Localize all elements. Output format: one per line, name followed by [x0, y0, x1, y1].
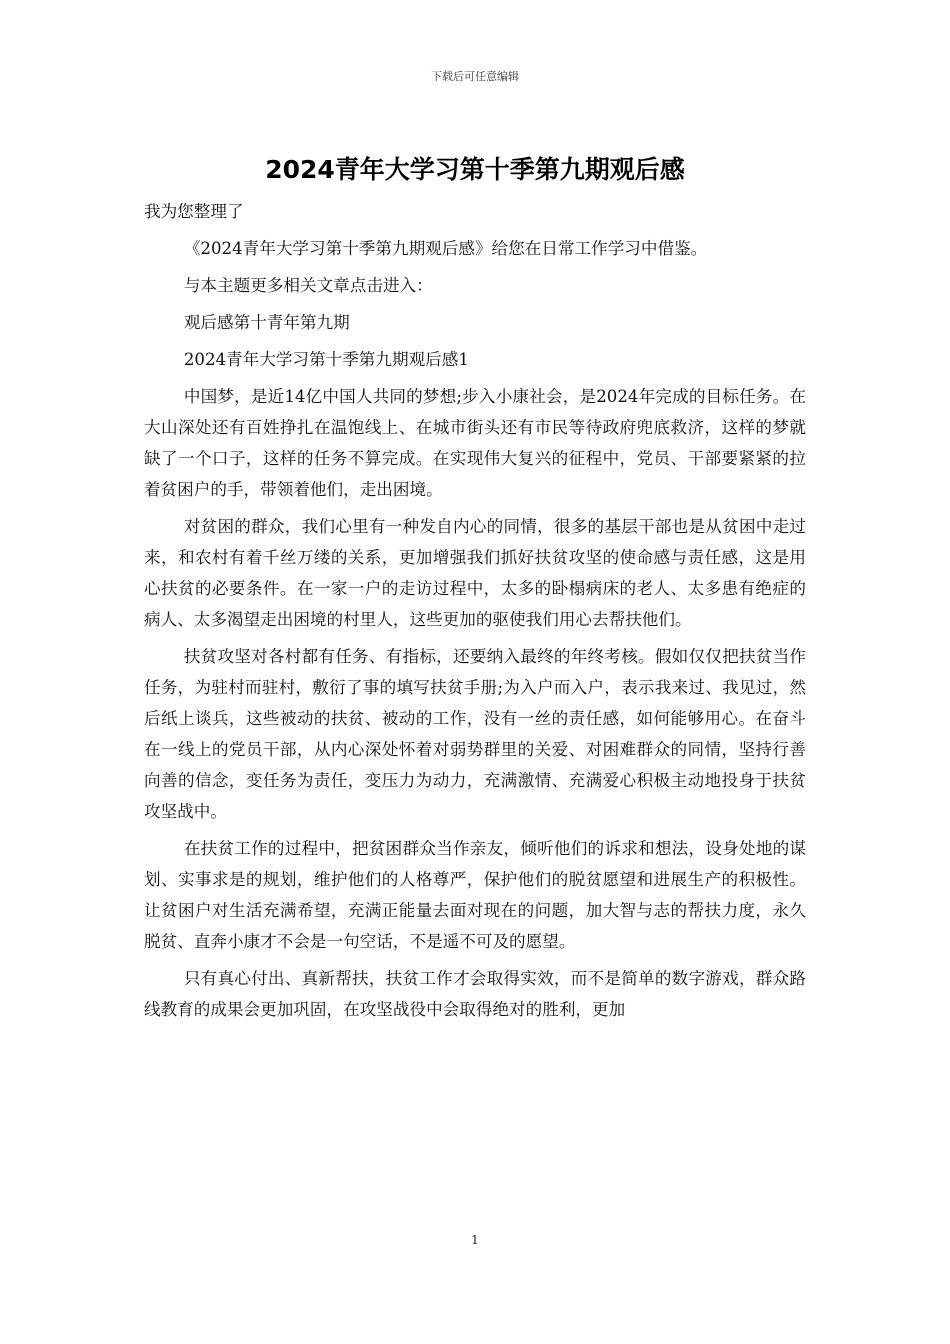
intro-line-2: 《2024青年大学习第十季第九期观后感》给您在日常工作学习中借鉴。 — [183, 239, 708, 258]
page-number: 1 — [471, 1233, 479, 1247]
document-body — [144, 196, 806, 1031]
document-title: 2024青年大学习第十季第九期观后感 — [265, 155, 685, 184]
paragraph-2: 对贫困的群众，我们心里有一种发自内心的同情，很多的基层干部也是从贫困中走过来，和农村有着千丝万缕的关系，更加增强我们抓好扶贫攻坚的使命感与责任感，这是用心扶贫的必要条件。在一家一户的走访过程中，太多的卧榻病床的老人、太多患有绝症的病人、太多渴望走出困境的村里人，这些更加的驱使我们用心去帮扶他们。 — [144, 517, 806, 629]
paragraph-1: 中国梦，是近14亿中国人共同的梦想;步入小康社会，是2024年完成的目标任务。在大山深处还有百姓挣扎在温饱线上、在城市街头还有市民等待政府兜底救济，这样的梦就缺了一个口子，这样的任务不算完成。在实现伟大复兴的征程中，党员、干部要紧紧的拉着贫困户的手，带领着他们，走出困境。 — [144, 387, 806, 499]
section-heading: 2024青年大学习第十季第九期观后感1 — [183, 350, 469, 369]
related-link[interactable]: 观后感第十青年第九期 — [183, 313, 350, 332]
paragraph-3: 扶贫攻坚对各村都有任务、有指标，还要纳入最终的年终考核。假如仅仅把扶贫当作任务，为驻村而驻村，敷衍了事的填写扶贫手册;为入户而入户，表示我来过、我见过，然后纸上谈兵，这些被动的扶贫、被动的工作，没有一丝的责任感，如何能够用心。在奋斗在一线上的党员干部，从内心深处怀着对弱势群里的关爱、对困难群众的同情，坚持行善向善的信念，变任务为责任，变压力为动力，充满激情、充满爱心积极主动地投身于扶贫攻坚战中。 — [144, 647, 806, 821]
intro-line-1: 我为您整理了 — [144, 202, 244, 221]
intro-line-3: 与本主题更多相关文章点击进入： — [183, 276, 433, 295]
header-note: 下载后可任意编辑 — [431, 70, 519, 83]
paragraph-4: 在扶贫工作的过程中，把贫困群众当作亲友，倾听他们的诉求和想法，设身处地的谋划、实事求是的规划，维护他们的人格尊严，保护他们的脱贫愿望和进展生产的积极性。让贫困户对生活充满希望，充满正能量去面对现在的问题，加大智与志的帮扶力度，永久脱贫、直奔小康才不会是一句空话，不是遥不可及的愿望。 — [144, 839, 806, 951]
paragraph-5: 只有真心付出、真新帮扶，扶贫工作才会取得实效，而不是简单的数字游戏，群众路线教育的成果会更加巩固，在攻坚战役中会取得绝对的胜利，更加 — [144, 969, 806, 1019]
